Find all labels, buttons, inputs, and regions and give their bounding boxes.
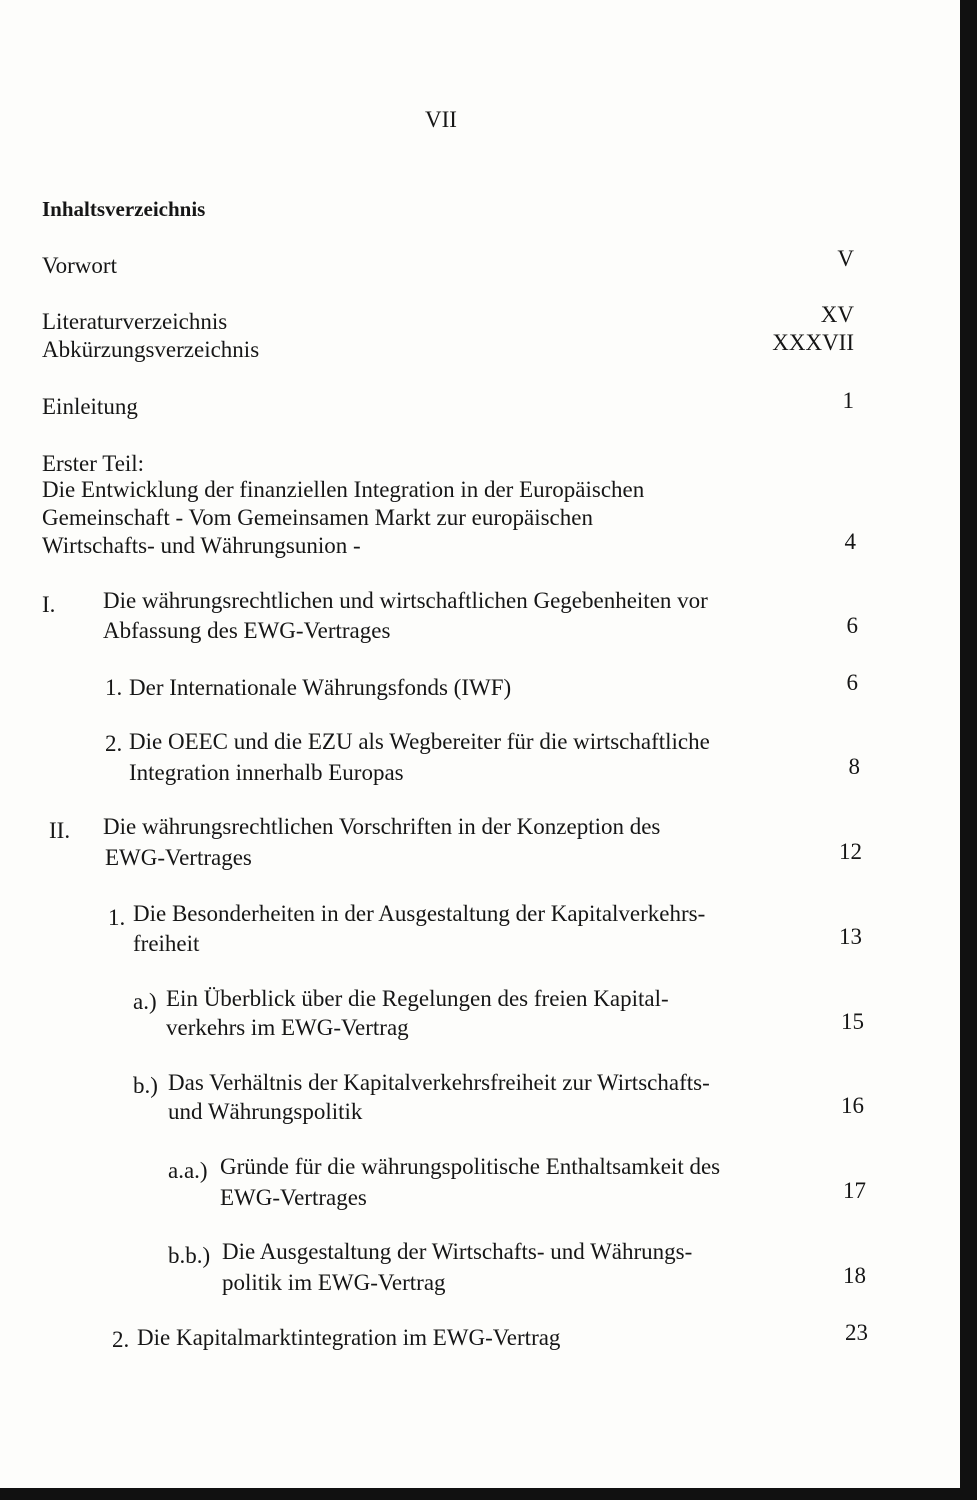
toc-entry-title: Gründe für die währungspolitische Enthaltsamkeit des [220, 1154, 721, 1179]
toc-entry-title: Die Entwicklung der finanziellen Integration in der Europäischen [42, 477, 645, 502]
toc-entry-title: Literaturverzeichnis [42, 309, 228, 334]
toc-entry-page: XXXVII [772, 330, 854, 355]
toc-entry-title: Die währungsrechtlichen und wirtschaftlichen Gegebenheiten vor [103, 588, 708, 613]
toc-entry-title: Einleitung [42, 394, 138, 419]
toc-heading: Inhaltsverzeichnis [42, 197, 206, 221]
toc-entry-title: Abkürzungsverzeichnis [42, 337, 260, 362]
toc-entry-page: XV [820, 302, 854, 327]
toc-entry-page: 12 [839, 839, 862, 864]
toc-entry-title: und Währungspolitik [168, 1099, 363, 1124]
toc-entry-label: a.a.) [168, 1158, 208, 1183]
toc-entry-title: Vorwort [42, 253, 117, 278]
toc-entry-title: Die Ausgestaltung der Wirtschafts- und Währungs- [222, 1239, 693, 1264]
toc-entry-page: 4 [844, 529, 856, 554]
toc-entry-page: V [837, 246, 854, 271]
toc-entry-label: 1. [105, 675, 123, 700]
toc-entry-title: Erster Teil: [42, 451, 145, 476]
toc-entry-label: b.b.) [168, 1243, 211, 1268]
toc-entry-page: 8 [848, 754, 860, 779]
toc-entry-label: 2. [105, 731, 123, 756]
toc-entry-title: Der Internationale Währungsfonds (IWF) [129, 675, 512, 700]
toc-entry-title: Die Besonderheiten in der Ausgestaltung der Kapitalverkehrs- [133, 901, 706, 926]
toc-entry-page: 23 [845, 1320, 868, 1345]
toc-entry-label: 1. [108, 905, 126, 930]
toc-entry-title: Integration innerhalb Europas [129, 760, 404, 785]
toc-entry-label: 2. [112, 1327, 130, 1352]
scan-border-right [960, 0, 977, 1500]
toc-entry-title: Ein Überblick über die Regelungen des freien Kapital- [166, 986, 669, 1011]
toc-entry-title: EWG-Vertrages [105, 845, 252, 870]
toc-entry-title: politik im EWG-Vertrag [222, 1270, 446, 1295]
toc-entry-title: Wirtschafts- und Währungsunion - [42, 533, 361, 558]
page-number: VII [425, 107, 457, 132]
toc-entry-title: verkehrs im EWG-Vertrag [166, 1015, 409, 1040]
scan-border-bottom [0, 1488, 977, 1500]
toc-entry-title: Abfassung des EWG-Vertrages [103, 618, 391, 643]
toc-entry-page: 18 [843, 1263, 866, 1288]
toc-entry-title: Die währungsrechtlichen Vorschriften in der Konzeption des [103, 814, 661, 839]
toc-entry-page: 17 [843, 1178, 866, 1203]
toc-entry-label: I. [42, 592, 56, 617]
toc-entry-label: b.) [133, 1073, 158, 1098]
toc-entry-page: 6 [846, 613, 858, 638]
toc-entry-label: a.) [133, 989, 157, 1014]
toc-entry-page: 6 [846, 670, 858, 695]
toc-entry-title: Die OEEC und die EZU als Wegbereiter für die wirtschaftliche [129, 729, 710, 754]
toc-entry-page: 1 [842, 388, 854, 413]
toc-entry-title: EWG-Vertrages [220, 1185, 367, 1210]
toc-entry-title: freiheit [133, 931, 200, 956]
toc-entry-page: 16 [841, 1093, 864, 1118]
toc-entry-title: Gemeinschaft - Vom Gemeinsamen Markt zur europäischen [42, 505, 593, 530]
toc-entry-page: 13 [839, 924, 862, 949]
toc-entry-title: Die Kapitalmarktintegration im EWG-Vertrag [137, 1325, 561, 1350]
toc-entry-page: 15 [841, 1009, 864, 1034]
toc-entry-label: II. [49, 818, 71, 843]
toc-entry-title: Das Verhältnis der Kapitalverkehrsfreiheit zur Wirtschafts- [168, 1070, 710, 1095]
